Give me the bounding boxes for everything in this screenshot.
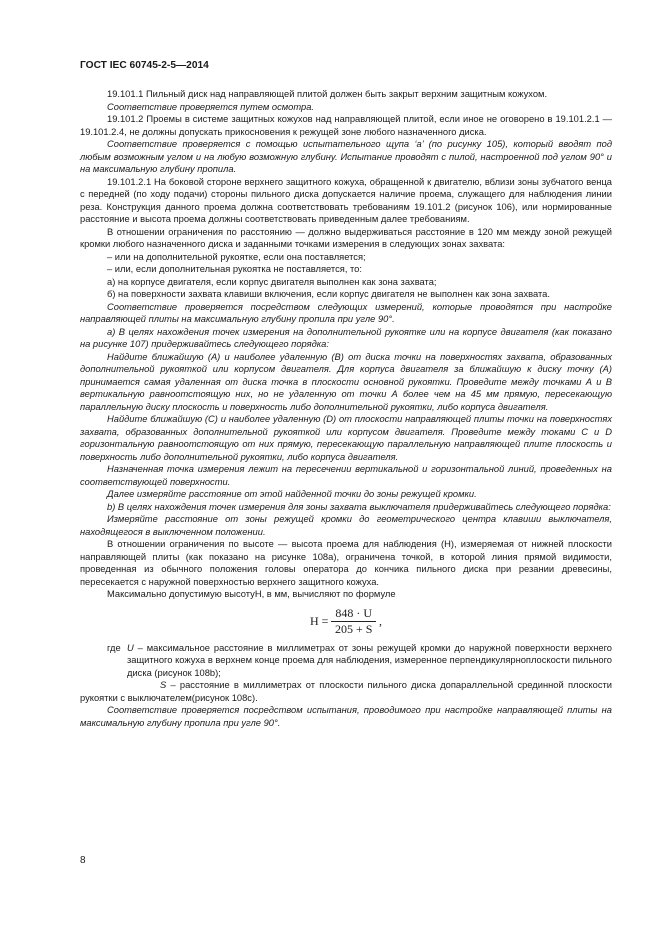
- formula-lhs: H =: [309, 614, 329, 629]
- paragraph: Соответствие проверяется посредством испытания, проводимого при настройке направляющей плиты на максимальную глубину пропила при угле 90°.: [80, 705, 612, 728]
- list-item: а) на корпусе двигателя, если корпус двигателя выполнен как зона захвата;: [107, 276, 437, 287]
- paragraph: 19.101.1 Пильный диск над направляющей плитой должен быть закрыт верхним защитным кожухом.: [107, 89, 548, 99]
- formula-legend-s: [80, 679, 612, 704]
- where-word: где: [107, 642, 121, 653]
- document-header: ГОСТ IEC 60745-2-5—2014: [80, 60, 209, 71]
- paragraph: В отношении ограничения по расстоянию — должно выдерживаться расстояние в 120 мм между зоной режущей кромки любого назначенного диска и заданными точками измерения в следующих зонах захвата:: [80, 226, 612, 249]
- formula-numerator: 848 · U: [331, 607, 376, 622]
- paragraph: 19.101.2 Проемы в системе защитных кожухов над направляющей плитой, если иное не оговорено в 19.101.2.1 — 19.101.2.4, не должны допускать прикосновения к режущей зоне любого назначенного диска.: [80, 114, 612, 137]
- symbol-u: U: [127, 642, 134, 653]
- paragraph: Измеряйте расстояние от зоны режущей кромки до геометрического центра клавиши выключателя, находящегося в выключенном положении.: [80, 514, 612, 537]
- paragraph: Назначенная точка измерения лежит на пересечении вертикальной и горизонтальной линий, проведенных на соответствующей поверхности.: [80, 464, 612, 487]
- symbol-u-definition: – максимальное расстояние в миллиметрах от зоны режущей кромки до наружной поверхности верхнего защитного кожуха в верхнем конце проема для наблюдения, измеренное перпендикулярноплоскости пильного диска (рисунок 108b);: [127, 642, 612, 678]
- formula-tail: ,: [379, 614, 383, 629]
- paragraph: Максимально допустимую высотуН, в мм, вычисляют по формуле: [107, 589, 396, 599]
- document-body: [80, 88, 612, 729]
- symbol-s-definition: – расстояние в миллиметрах от плоскости пильного диска допараллельной срединной плоскости рукоятки с выключателем(рисунок 108с).: [80, 680, 612, 703]
- list-item: – или на дополнительной рукоятке, если она поставляется;: [107, 251, 366, 262]
- formula-fraction: [331, 607, 376, 636]
- height-formula: [80, 605, 612, 639]
- list-item: б) на поверхности захвата клавиши включения, если корпус двигателя не выполнен как зона захвата.: [107, 289, 550, 299]
- paragraph: b) В целях нахождения точек измерения для зоны захвата выключателя придерживайтесь следующего порядка:: [107, 501, 611, 512]
- paragraph: а) В целях нахождения точек измерения на дополнительной рукоятке или на корпусе двигателя (как показано на рисунке 107) придерживайтесь следующего порядка:: [80, 326, 612, 349]
- paragraph: Соответствие проверяется путем осмотра.: [107, 101, 315, 112]
- paragraph: Соответствие проверяется посредством следующих измерений, которые проводятся при настройке направляющей плиты на максимальную глубину пропила при угле 90°.: [80, 301, 612, 324]
- formula-denominator: 205 + S: [334, 622, 373, 636]
- list-item: – или, если дополнительная рукоятка не поставляется, то:: [107, 264, 362, 274]
- page-number: 8: [80, 855, 86, 866]
- paragraph: 19.101.2.1 На боковой стороне верхнего защитного кожуха, обращенной к двигателю, вблизи зоны зубчатого венца с передней (по ходу подачи) стороны пильного диска допускается наличие проема, служащего для наблюдения линии реза. Конструкция данного проема должна соответствовать требованиям 19.101.2 (рисунок 106), или нормированные расстояние и высота проема должны соответствовать приведенным далее требованиям.: [80, 176, 612, 224]
- paragraph: Найдите ближайшую (А) и наиболее удаленную (В) от диска точки на поверхностях захвата, образованных дополнительной рукояткой или корпусом двигателя. Для корпуса двигателя за ближайшую к диску точку (А) принимается самая удаленная от диска точка в плоскости основной рукоятки. Проведите между точками А и В вертикальную равноотстоящую них, но не удаленную от точки А более чем на 45 мм прямую, пересекающую параллельную диску плоскость и поверхность либо дополнительной рукоятки, либо корпуса двигателя.: [80, 351, 612, 412]
- paragraph: Далее измеряйте расстояние от этой найденной точки до зоны режущей кромки.: [107, 489, 477, 499]
- paragraph: В отношении ограничения по высоте — высота проема для наблюдения (Н), измеряемая от нижней плоскости направляющей плиты (как показано на рисунке 108а), ограничена точкой, в которой линия прямой видимости, проведенная из обычного положения головы оператора до кончика пильного диска при резании древесины, пересекается с наружной поверхностью верхнего защитного кожуха.: [80, 539, 612, 587]
- paragraph: Найдите ближайшую (С) и наиболее удаленную (D) от плоскости направляющей плиты точки на поверхностях захвата, образованных дополнительной рукояткой или корпусом двигателя. Проведите между токами С и D горизонтальную равноотстоящую от них прямую, пересекающую параллельную направляющей плите плоскость и поверхность либо дополнительной рукоятки, либо корпуса двигателя.: [80, 414, 612, 462]
- symbol-s: S: [160, 680, 167, 690]
- paragraph: Соответствие проверяется с помощью испытательного щупа ‘а’ (по рисунку 105), который вводят под любым возможным углом и на любую возможную глубину. Испытание проводят с пилой, настроенной под углом 90° и на максимальную глубину пропила.: [80, 139, 612, 174]
- formula-legend-u: [80, 642, 612, 680]
